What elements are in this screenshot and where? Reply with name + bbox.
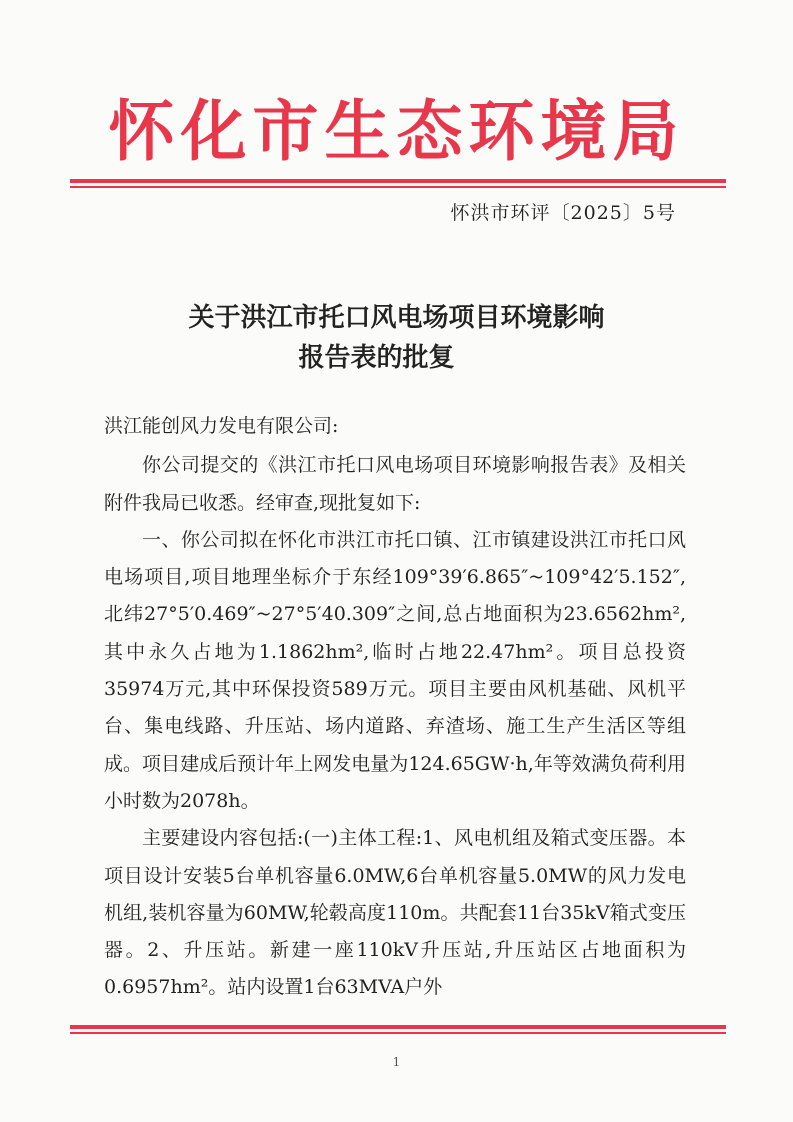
paragraph: 主要建设内容包括:(一)主体工程:1、风电机组及箱式变压器。本项目设计安装5台单机容量6.0MW,6台单机容量5.0MW的风力发电机组,装机容量为60MW,轮毂高度110m。共配套11台35kV箱式变压器。2、升压站。新建一座110kV升压站,升压站区占地面积为0.6957hm²。站内设置1台63MVA户外 <box>104 827 686 999</box>
document-title-line-1: 关于洪江市托口风电场项目环境影响 <box>188 303 605 333</box>
paragraph: 一、你公司拟在怀化市洪江市托口镇、江市镇建设洪江市托口风电场项目,项目地理坐标介于东经109°39′6.865″~109°42′5.152″,北纬27°5′0.469″~27°5′40.309″之间,总占地面积为23.6562hm²,其中永久占地为1.1862hm²,临时占地22.47hm²。项目总投资35974万元,其中环保投资589万元。项目主要由风机基础、风机平台、集电线路、升压站、场内道路、弃渣场、施工生产生活区等组成。项目建成后预计年上网发电量为124.65GW·h,年等效满负荷利用小时数为2078h。 <box>104 528 686 812</box>
document-body <box>104 408 686 1007</box>
agency-letterhead-title: 怀化市生态环境局 <box>108 93 685 170</box>
footer-rule-thin <box>70 1032 726 1034</box>
footer-rule-thick <box>70 1025 726 1029</box>
document-number: 怀洪市环评〔2025〕5号 <box>450 202 676 224</box>
letterhead-rule-thick <box>70 179 726 183</box>
paragraph: 你公司提交的《洪江市托口风电场项目环境影响报告表》及相关附件我局已收悉。经审查,现批复如下: <box>104 454 686 514</box>
salutation: 洪江能创风力发电有限公司: <box>104 415 339 437</box>
letterhead-rule-thin <box>70 186 726 188</box>
document-title-line-2: 报告表的批复 <box>298 343 455 373</box>
document-title <box>0 298 793 378</box>
page-number: 1 <box>392 1055 401 1069</box>
